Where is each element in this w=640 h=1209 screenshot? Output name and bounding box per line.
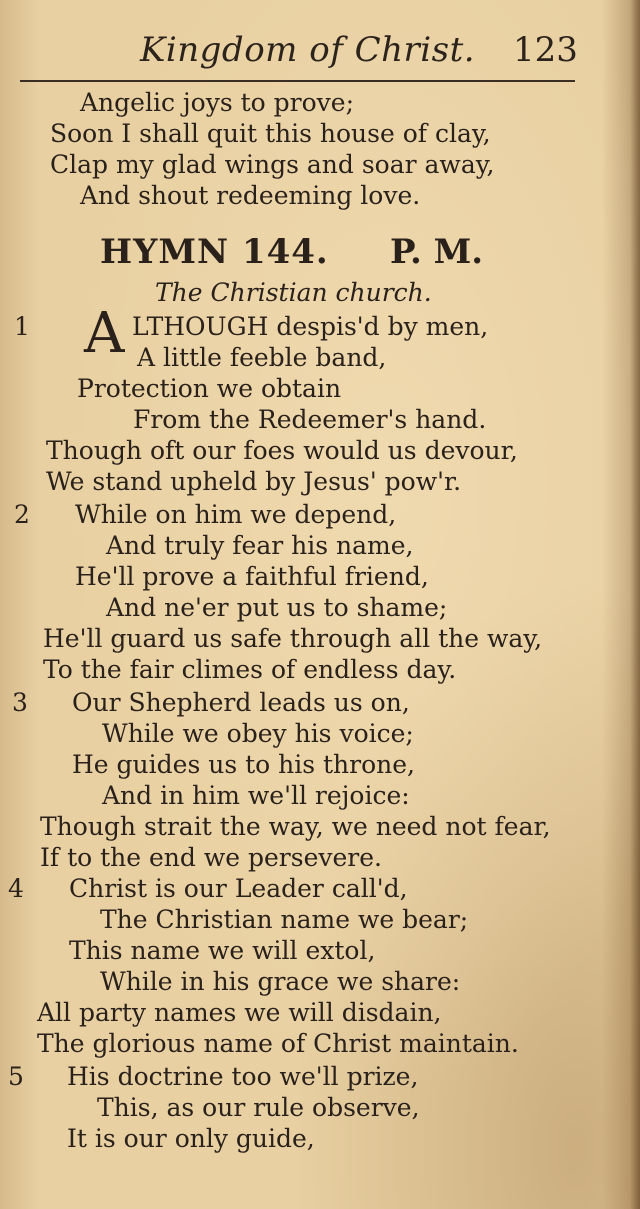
verse-line: While in his grace we share: [100, 967, 461, 996]
prev-line-3: Clap my glad wings and soar away, [50, 150, 495, 179]
verse-line: He'll guard us safe through all the way, [43, 624, 543, 653]
verse-line: While on him we depend, [75, 500, 397, 529]
verse-line: The glorious name of Christ maintain. [37, 1029, 519, 1058]
verse-line: Though oft our foes would us devour, [46, 436, 518, 465]
hymn-subtitle: The Christian church. [155, 278, 432, 307]
verse-line: This, as our rule observe, [97, 1093, 420, 1122]
verse-line: All party names we will disdain, [37, 998, 442, 1027]
hymn-title: HYMN 144. [100, 232, 329, 272]
verse-line: While we obey his voice; [102, 719, 414, 748]
verse-line: The Christian name we bear; [100, 905, 469, 934]
page-number: 123 [513, 30, 578, 70]
page-spine-shadow [630, 0, 640, 1209]
verse-line: If to the end we persevere. [40, 843, 382, 872]
verse-line: Protection we obtain [77, 374, 342, 403]
stanza-number: 5 [8, 1062, 24, 1091]
verse-line: His doctrine too we'll prize, [67, 1062, 419, 1091]
verse-line: A little feeble band, [137, 343, 387, 372]
stanza-number: 2 [14, 500, 30, 529]
stanza-number: 1 [14, 312, 30, 341]
verse-line: And ne'er put us to shame; [106, 593, 448, 622]
prev-line-1: Angelic joys to prove; [80, 88, 354, 117]
verse-line: He guides us to his throne, [72, 750, 416, 779]
running-title: Kingdom of Christ. [140, 30, 476, 70]
verse-line: To the fair climes of endless day. [43, 655, 457, 684]
stanza-number: 4 [8, 874, 24, 903]
drop-cap: A [84, 301, 125, 366]
stanza-number: 3 [12, 688, 28, 717]
prev-line-2: Soon I shall quit this house of clay, [50, 119, 491, 148]
verse-line: He'll prove a faithful friend, [75, 562, 429, 591]
verse-line: And in him we'll rejoice: [102, 781, 410, 810]
header-rule [20, 80, 575, 82]
verse-line: LTHOUGH despis'd by men, [132, 312, 489, 341]
verse-line: And truly fear his name, [106, 531, 414, 560]
verse-line: This name we will extol, [69, 936, 376, 965]
verse-line: It is our only guide, [67, 1124, 315, 1153]
verse-line: We stand upheld by Jesus' pow'r. [46, 467, 462, 496]
verse-line: From the Redeemer's hand. [133, 405, 487, 434]
hymn-meter: P. M. [390, 232, 484, 272]
prev-line-4: And shout redeeming love. [80, 181, 421, 210]
verse-line: Our Shepherd leads us on, [72, 688, 410, 717]
verse-line: Though strait the way, we need not fear, [40, 812, 551, 841]
verse-line: Christ is our Leader call'd, [69, 874, 408, 903]
